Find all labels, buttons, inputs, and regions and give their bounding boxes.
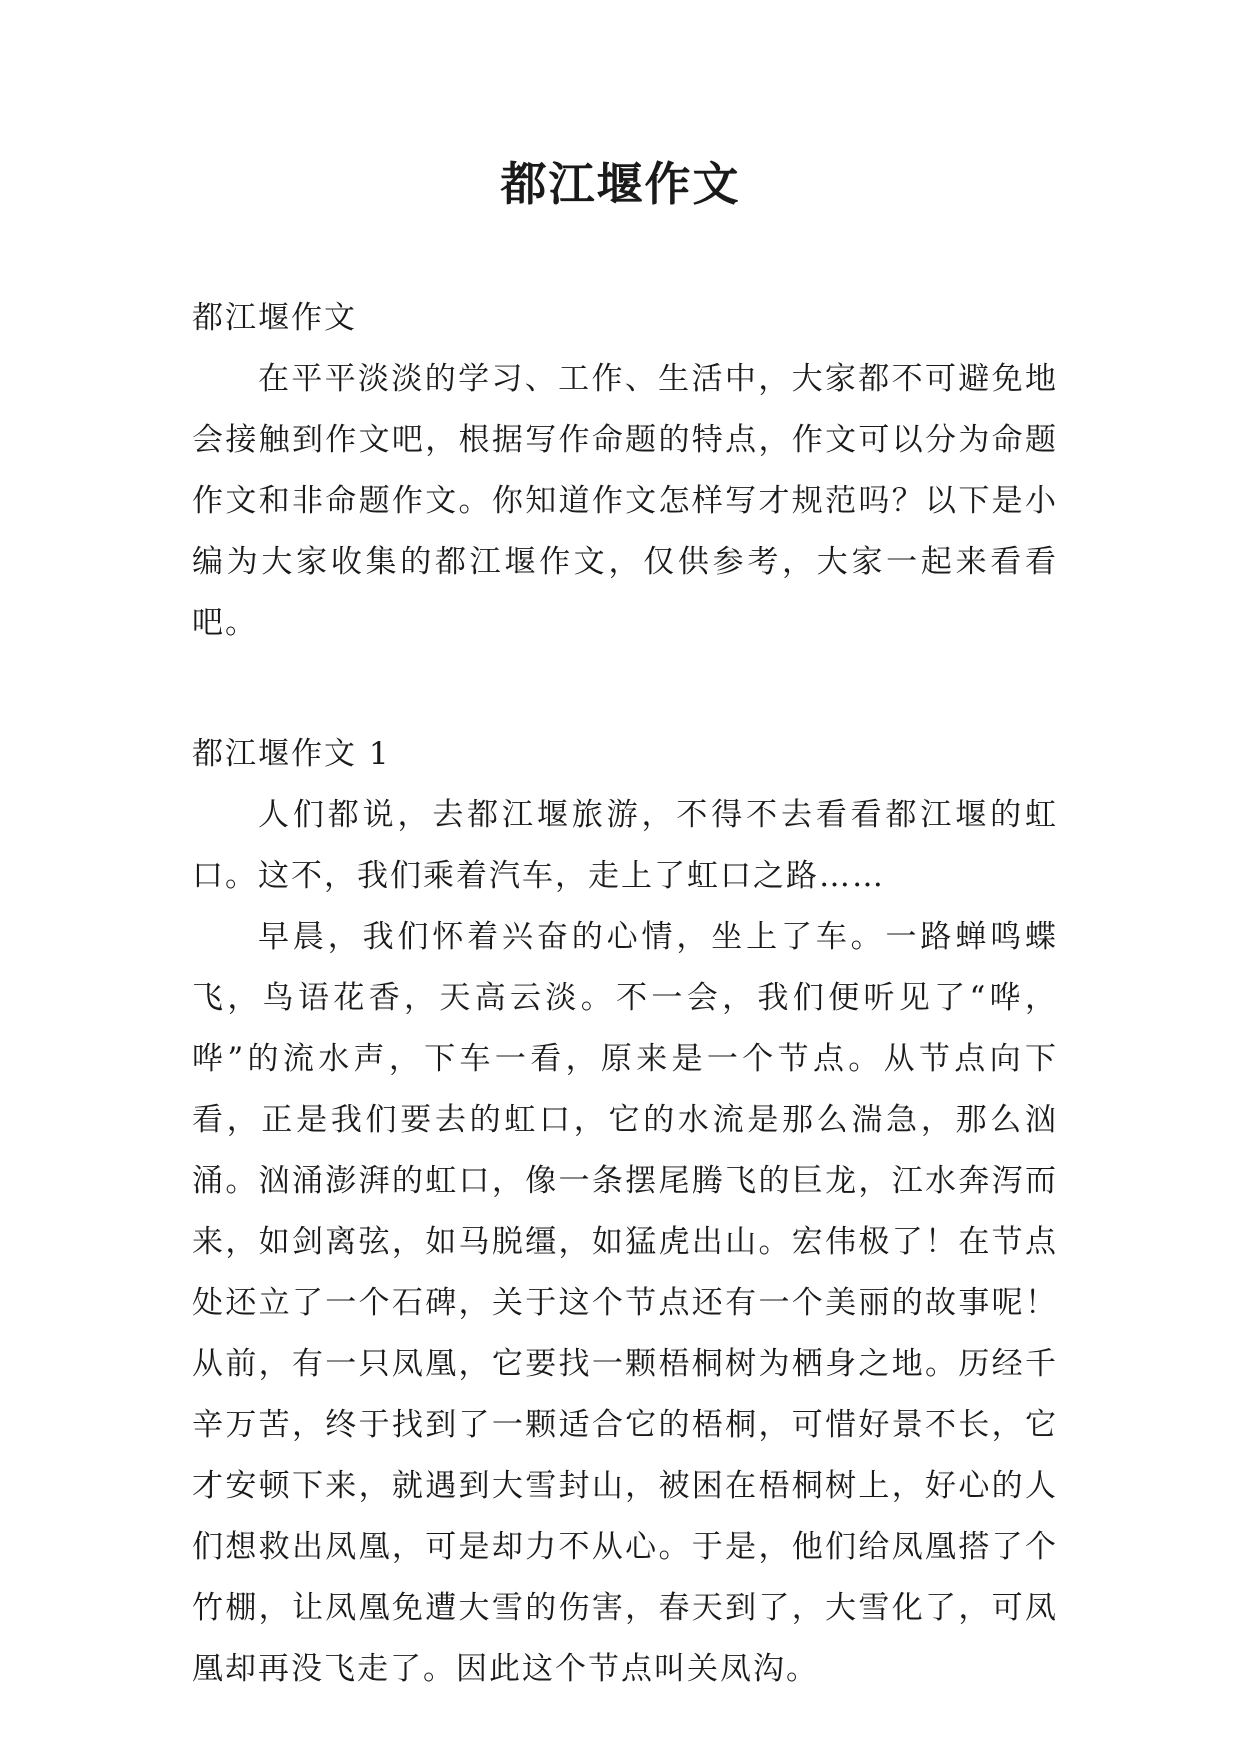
intro-paragraph: 在平平淡淡的学习、工作、生活中，大家都不可避免地会接触到作文吧，根据写作命题的特点，作文可以分为命题作文和非命题作文。你知道作文怎样写才规范吗？以下是小编为大家收集的都江堰作文，仅供参考，大家一起来看看吧。 — [192, 361, 1058, 641]
section-spacer — [192, 654, 1058, 724]
essay-1-paragraph: 早晨，我们怀着兴奋的心情，坐上了车。一路蝉鸣蝶飞，鸟语花香，天高云淡。不一会，我们便听见了“哗，哗”的流水声，下车一看，原来是一个节点。从节点向下看，正是我们要去的虹口，它的水流是那么湍急，那么汹涌。汹涌澎湃的虹口，像一条摆尾腾飞的巨龙，江水奔泻而来，如剑离弦，如马脱缰，如猛虎出山。宏伟极了！在节点处还立了一个石碑，关于这个节点还有一个美丽的故事呢！从前，有一只凤凰，它要找一颗梧桐树为栖身之地。历经千辛万苦，终于找到了一颗适合它的梧桐，可惜好景不长，它才安顿下来，就遇到大雪封山，被困在梧桐树上，好心的人们想救出凤凰，可是却力不从心。于是，他们给凤凰搭了个竹棚，让凤凰免遭大雪的伤害，春天到了，大雪化了，可凤凰却再没飞走了。因此这个节点叫关凤沟。 — [192, 919, 1058, 1687]
essay-1-heading: 都江堰作文 1 — [192, 736, 391, 772]
intro-heading: 都江堰作文 — [192, 300, 357, 336]
page-title: 都江堰作文 — [500, 157, 741, 211]
essay-1-paragraph: 人们都说，去都江堰旅游，不得不去看看都江堰的虹口。这不，我们乘着汽车，走上了虹口之路…… — [192, 797, 1058, 894]
document-body — [192, 288, 1058, 1700]
